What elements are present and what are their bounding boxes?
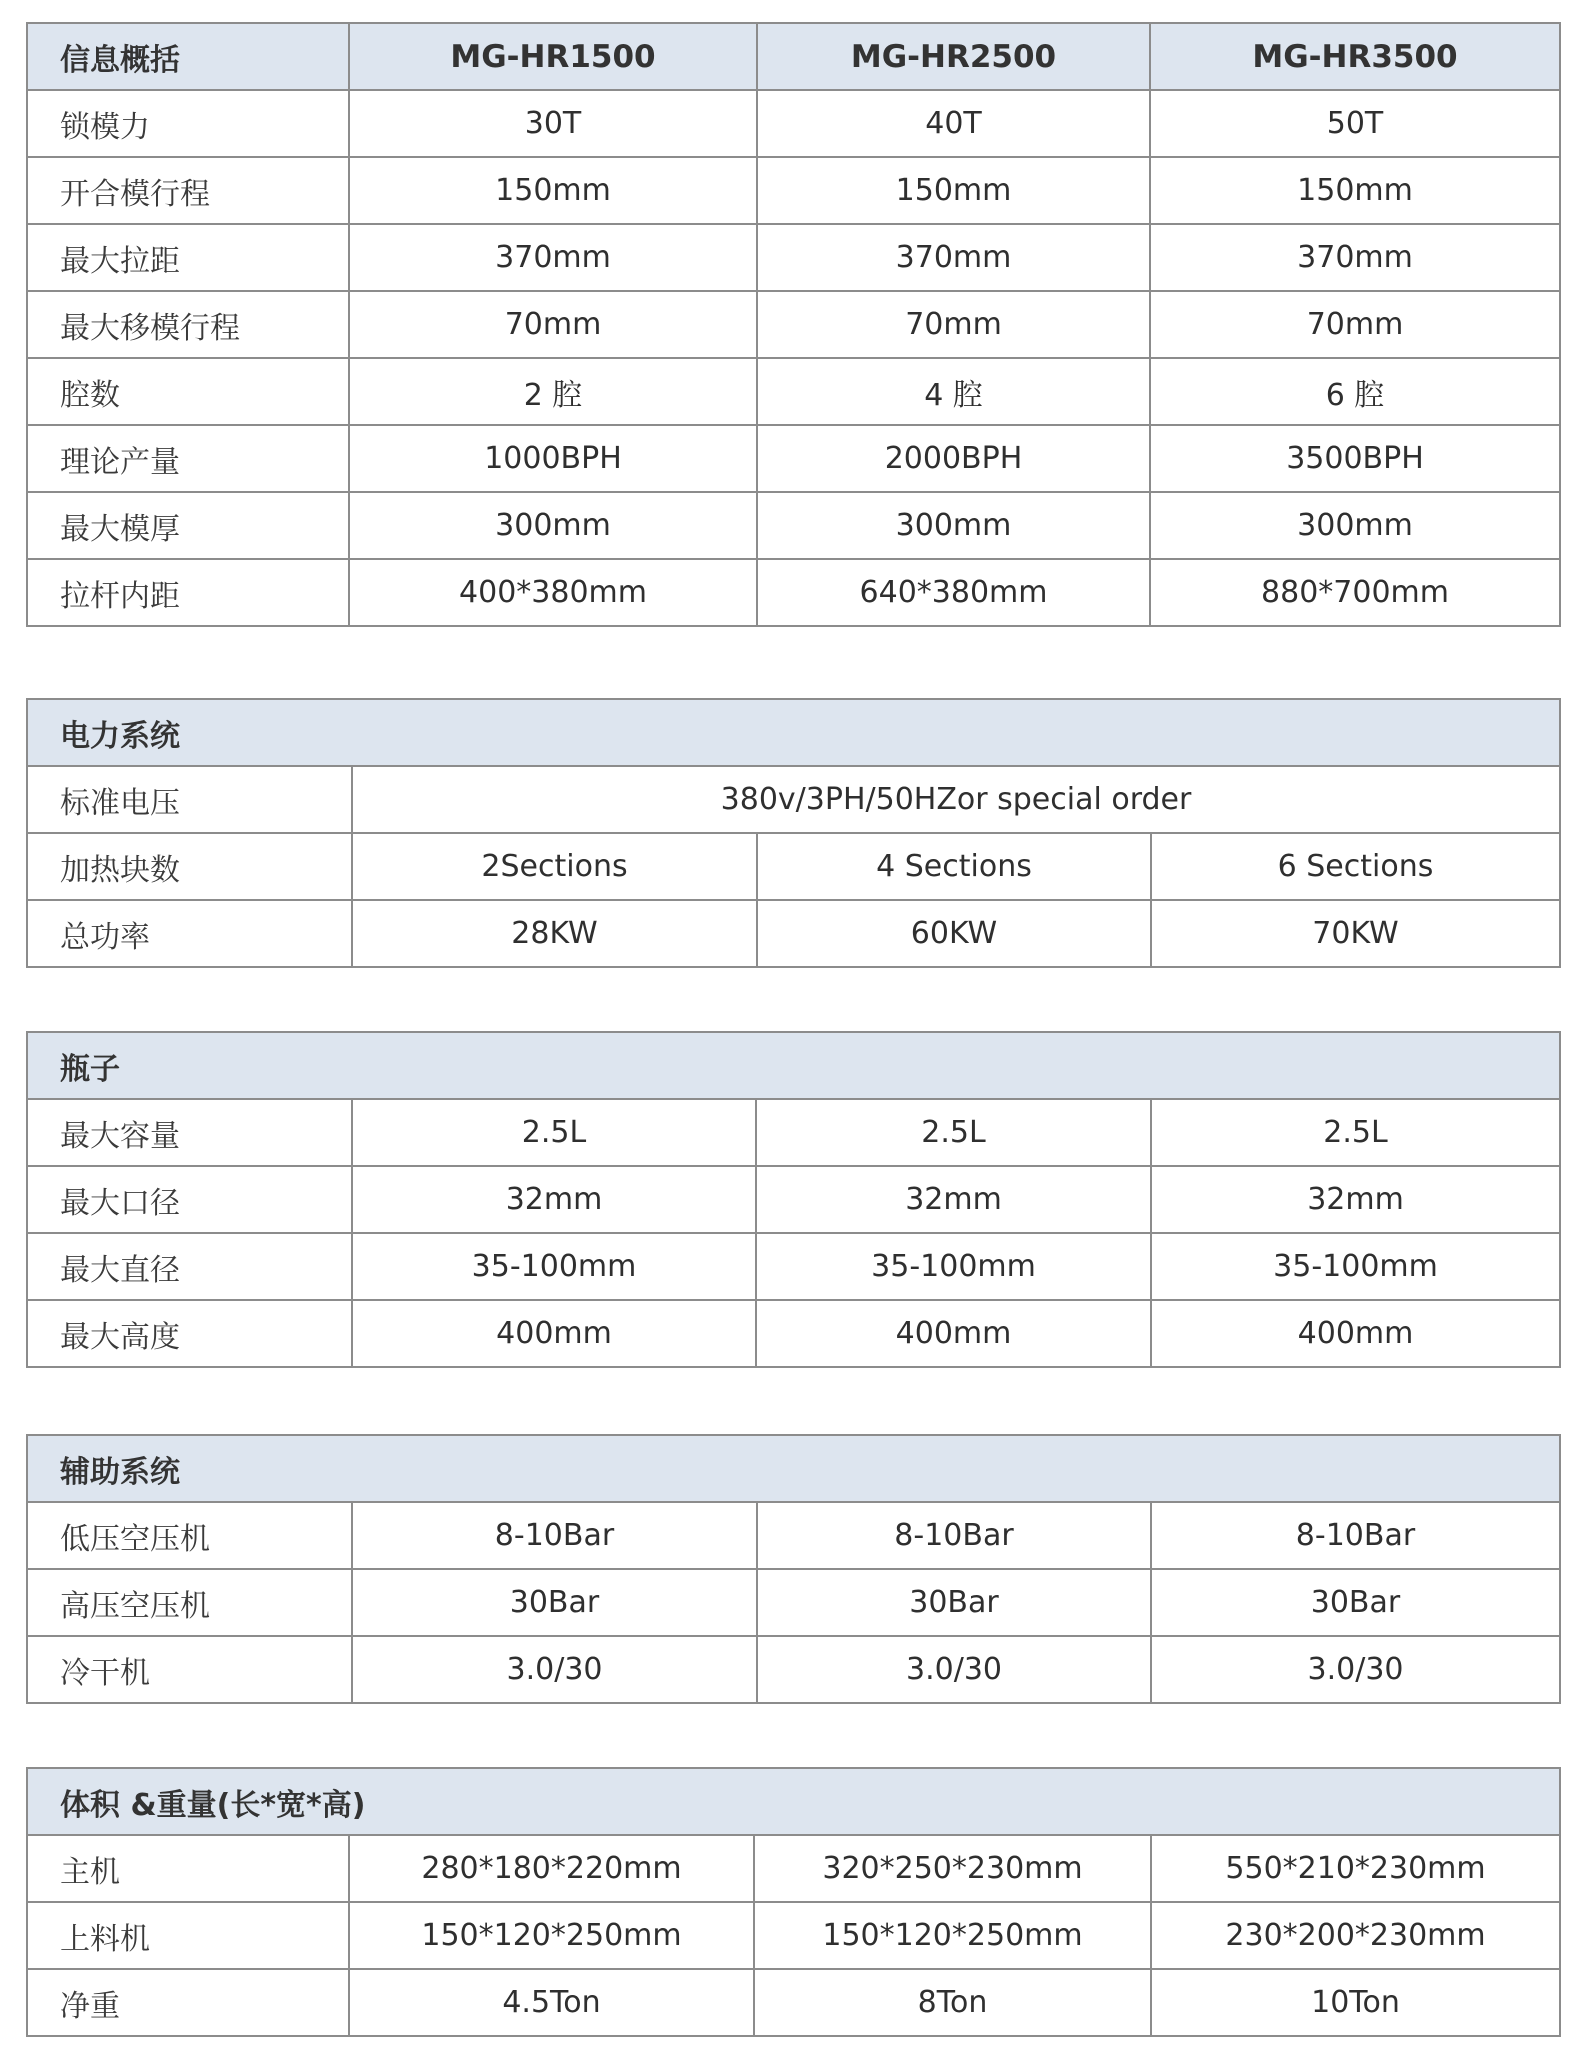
row-label: 最大直径 — [27, 1233, 352, 1300]
cell-value: 4 腔 — [757, 358, 1150, 425]
cell-value: 150mm — [1150, 157, 1560, 224]
row-label: 最大容量 — [27, 1099, 352, 1166]
table-row — [27, 1902, 1560, 1969]
row-label: 高压空压机 — [27, 1569, 352, 1636]
cell-value: 8-10Bar — [757, 1502, 1151, 1569]
cell-value: 30T — [349, 90, 757, 157]
table-row — [27, 1300, 1560, 1367]
section-title: 辅助系统 — [27, 1435, 1560, 1502]
cell-value: 400mm — [756, 1300, 1151, 1367]
section-header-row — [27, 1435, 1560, 1502]
cell-value: 2.5L — [756, 1099, 1151, 1166]
cell-value: 70mm — [757, 291, 1150, 358]
row-label: 拉杆内距 — [27, 559, 349, 626]
row-label: 最大高度 — [27, 1300, 352, 1367]
cell-value: 3.0/30 — [352, 1636, 757, 1703]
cell-value: 550*210*230mm — [1151, 1835, 1560, 1902]
row-label: 冷干机 — [27, 1636, 352, 1703]
cell-value: 230*200*230mm — [1151, 1902, 1560, 1969]
cell-value: 70mm — [349, 291, 757, 358]
cell-value: 300mm — [349, 492, 757, 559]
cell-value: 70KW — [1151, 900, 1560, 967]
cell-value: 640*380mm — [757, 559, 1150, 626]
table-row — [27, 425, 1560, 492]
cell-value: 8Ton — [754, 1969, 1151, 2036]
row-label: 最大移模行程 — [27, 291, 349, 358]
section-title: 电力系统 — [27, 699, 1560, 766]
table-row — [27, 1166, 1560, 1233]
model-header-1: MG-HR1500 — [349, 23, 757, 90]
cell-value: 2.5L — [352, 1099, 756, 1166]
cell-value: 2000BPH — [757, 425, 1150, 492]
cell-value: 35-100mm — [352, 1233, 756, 1300]
cell-value: 32mm — [352, 1166, 756, 1233]
model-header-2: MG-HR2500 — [757, 23, 1150, 90]
cell-value: 4.5Ton — [349, 1969, 754, 2036]
model-header-3: MG-HR3500 — [1150, 23, 1560, 90]
cell-value: 3500BPH — [1150, 425, 1560, 492]
cell-value: 2 腔 — [349, 358, 757, 425]
row-label: 腔数 — [27, 358, 349, 425]
table-row — [27, 291, 1560, 358]
cell-value: 50T — [1150, 90, 1560, 157]
row-label: 最大模厚 — [27, 492, 349, 559]
cell-value: 40T — [757, 90, 1150, 157]
table-row — [27, 1835, 1560, 1902]
section-header-row — [27, 1032, 1560, 1099]
section-header-row — [27, 1768, 1560, 1835]
cell-value: 320*250*230mm — [754, 1835, 1151, 1902]
auxiliary-table — [26, 1434, 1561, 1704]
row-label: 理论产量 — [27, 425, 349, 492]
cell-value: 2Sections — [352, 833, 757, 900]
cell-value: 35-100mm — [1151, 1233, 1560, 1300]
cell-value: 8-10Bar — [352, 1502, 757, 1569]
cell-value: 880*700mm — [1150, 559, 1560, 626]
table-row — [27, 1099, 1560, 1166]
table-row — [27, 1969, 1560, 2036]
cell-value: 3.0/30 — [1151, 1636, 1560, 1703]
row-label: 低压空压机 — [27, 1502, 352, 1569]
cell-value: 28KW — [352, 900, 757, 967]
cell-value: 370mm — [349, 224, 757, 291]
cell-value: 3.0/30 — [757, 1636, 1151, 1703]
row-label: 最大口径 — [27, 1166, 352, 1233]
cell-value: 32mm — [756, 1166, 1151, 1233]
cell-value: 380v/3PH/50HZor special order — [352, 766, 1560, 833]
overview-table — [26, 22, 1561, 627]
table-row — [27, 492, 1560, 559]
row-label: 开合模行程 — [27, 157, 349, 224]
section-title: 瓶子 — [27, 1032, 1560, 1099]
cell-value: 6 Sections — [1151, 833, 1560, 900]
cell-value: 150*120*250mm — [754, 1902, 1151, 1969]
row-label: 最大拉距 — [27, 224, 349, 291]
cell-value: 150mm — [757, 157, 1150, 224]
section-header-row — [27, 699, 1560, 766]
cell-value: 6 腔 — [1150, 358, 1560, 425]
cell-value: 4 Sections — [757, 833, 1151, 900]
table-row — [27, 157, 1560, 224]
table-row — [27, 1233, 1560, 1300]
cell-value: 70mm — [1150, 291, 1560, 358]
cell-value: 10Ton — [1151, 1969, 1560, 2036]
table-row — [27, 1569, 1560, 1636]
table-row — [27, 900, 1560, 967]
cell-value: 370mm — [1150, 224, 1560, 291]
table-row — [27, 1636, 1560, 1703]
cell-value: 2.5L — [1151, 1099, 1560, 1166]
bottle-table — [26, 1031, 1561, 1368]
cell-value: 1000BPH — [349, 425, 757, 492]
cell-value: 150mm — [349, 157, 757, 224]
row-label: 净重 — [27, 1969, 349, 2036]
cell-value: 35-100mm — [756, 1233, 1151, 1300]
cell-value: 32mm — [1151, 1166, 1560, 1233]
section-title: 体积 &重量(长*宽*高) — [27, 1768, 1560, 1835]
cell-value: 280*180*220mm — [349, 1835, 754, 1902]
cell-value: 300mm — [1150, 492, 1560, 559]
overview-header-label: 信息概括 — [27, 23, 349, 90]
table-row — [27, 358, 1560, 425]
cell-value: 30Bar — [352, 1569, 757, 1636]
table-row — [27, 766, 1560, 833]
cell-value: 370mm — [757, 224, 1150, 291]
cell-value: 400mm — [352, 1300, 756, 1367]
cell-value: 150*120*250mm — [349, 1902, 754, 1969]
table-row — [27, 559, 1560, 626]
table-row — [27, 833, 1560, 900]
table-row — [27, 224, 1560, 291]
row-label: 锁模力 — [27, 90, 349, 157]
overview-header-row — [27, 23, 1560, 90]
row-label: 加热块数 — [27, 833, 352, 900]
dimensions-table — [26, 1767, 1561, 2037]
row-label: 上料机 — [27, 1902, 349, 1969]
cell-value: 400mm — [1151, 1300, 1560, 1367]
cell-value: 400*380mm — [349, 559, 757, 626]
cell-value: 8-10Bar — [1151, 1502, 1560, 1569]
power-table — [26, 698, 1561, 968]
table-row — [27, 1502, 1560, 1569]
cell-value: 30Bar — [1151, 1569, 1560, 1636]
cell-value: 30Bar — [757, 1569, 1151, 1636]
cell-value: 300mm — [757, 492, 1150, 559]
row-label: 总功率 — [27, 900, 352, 967]
table-row — [27, 90, 1560, 157]
row-label: 主机 — [27, 1835, 349, 1902]
row-label: 标准电压 — [27, 766, 352, 833]
cell-value: 60KW — [757, 900, 1151, 967]
